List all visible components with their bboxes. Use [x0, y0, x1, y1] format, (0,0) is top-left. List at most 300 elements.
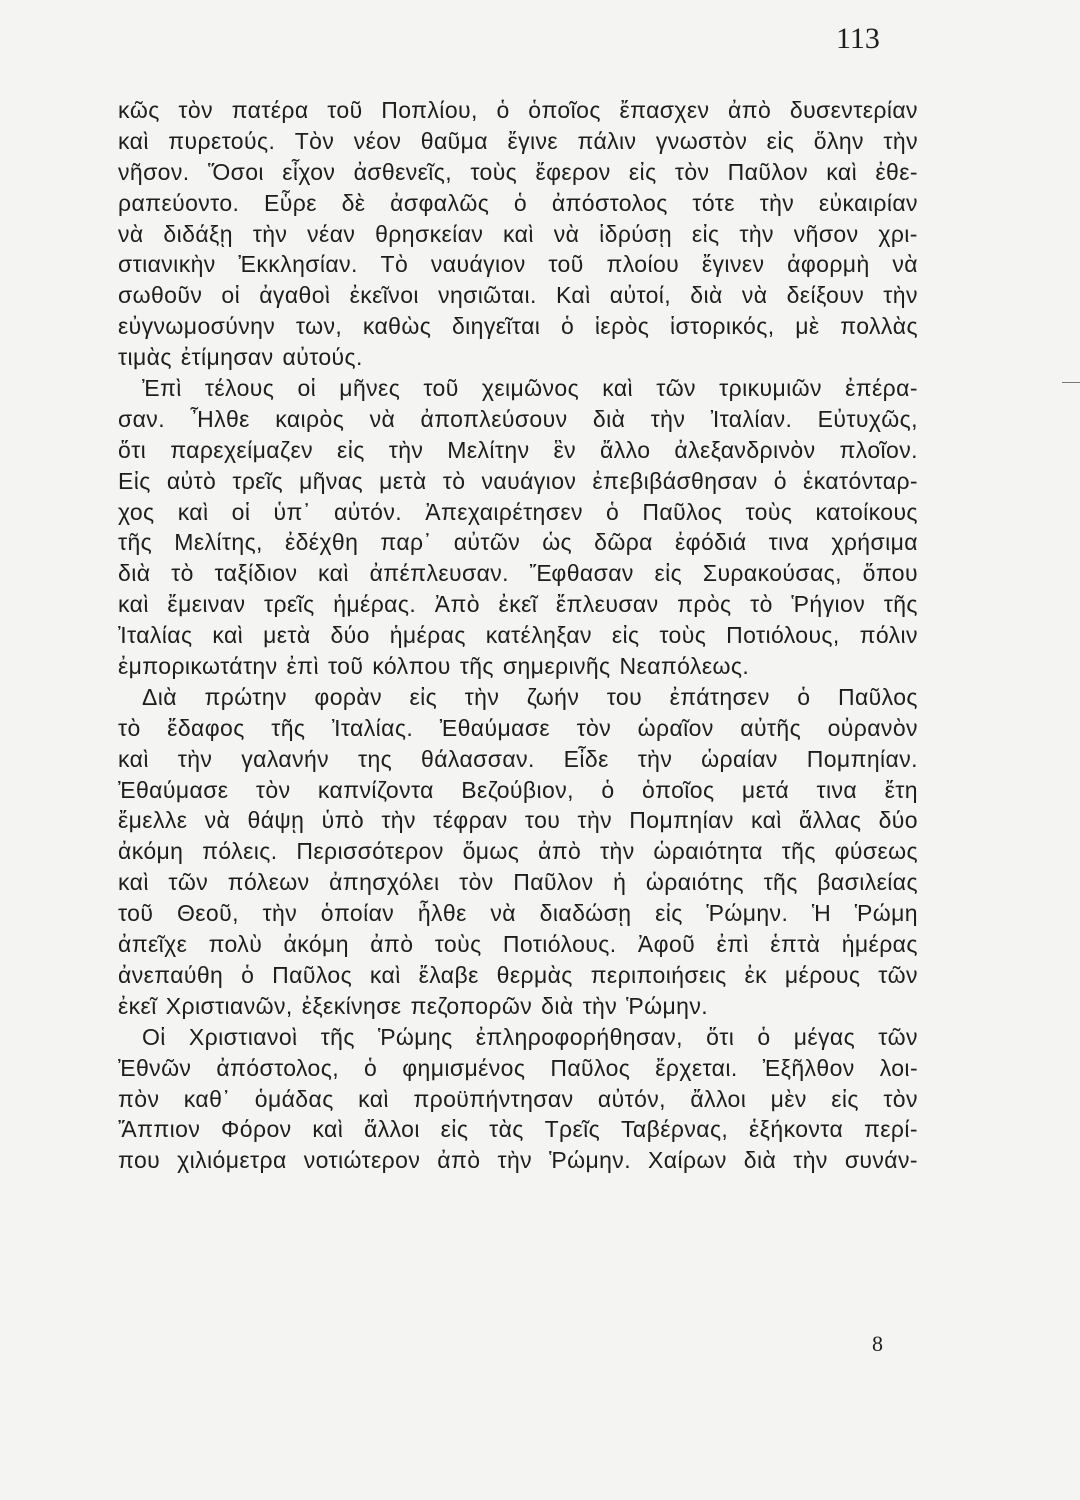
word: παρεχείμαζεν	[170, 436, 314, 463]
word: πεζοπορῶν	[410, 992, 533, 1019]
text-line	[118, 805, 918, 836]
word: Μελίτην	[447, 436, 530, 463]
text-line	[118, 497, 918, 528]
body-text	[118, 95, 918, 1176]
word: τινα	[768, 529, 810, 556]
text-line	[118, 867, 918, 898]
word: του	[524, 807, 561, 834]
word: πολλὰς	[840, 313, 918, 340]
text-line	[118, 373, 918, 404]
word: χρήσιμα	[831, 529, 918, 556]
word: ἐφόδιά	[674, 529, 747, 556]
text-line	[118, 836, 918, 867]
word: ἀπόστολος,	[216, 1054, 340, 1081]
word: Ὅσοι	[207, 158, 264, 185]
word: ἦλθε	[417, 900, 467, 927]
text-line	[118, 620, 918, 651]
word: Ἰταλίας	[118, 622, 193, 649]
word: ἄλλας	[799, 807, 862, 834]
text-line	[118, 682, 918, 713]
word: ἱστορικός,	[669, 313, 775, 340]
word: ἱερὸς	[594, 313, 650, 340]
word: αὐτῶν	[453, 529, 521, 556]
word: αὐτόν,	[597, 1085, 666, 1112]
text-line	[118, 311, 918, 342]
word: τὸν	[883, 1085, 918, 1112]
word: ἀκόμη	[283, 931, 349, 958]
word: των,	[295, 313, 343, 340]
text-line	[118, 249, 918, 280]
word: που	[118, 1147, 161, 1174]
word: ὁ	[561, 313, 575, 340]
word: αὐτούς.	[282, 344, 363, 371]
text-line	[118, 95, 918, 126]
text-line	[118, 651, 918, 682]
word: Τὸ	[380, 251, 409, 278]
text-line	[118, 435, 918, 466]
word: ἀσθενεῖς,	[353, 158, 453, 185]
word: οἱ	[231, 498, 251, 525]
word: καὶ	[358, 1085, 389, 1112]
word: νὰ	[204, 807, 231, 834]
word: εἰς	[766, 127, 795, 154]
word: σωθοῦν	[118, 282, 203, 309]
word: καὶ	[318, 560, 349, 587]
word: Συρακούσας,	[702, 560, 842, 587]
word: του	[606, 683, 643, 710]
word: εὐγνωμοσύνην	[118, 313, 276, 340]
word: εἶχον	[282, 158, 336, 185]
word: διδάξῃ	[163, 220, 233, 247]
word: ὁμάδας	[254, 1085, 334, 1112]
word: καὶ	[118, 869, 149, 896]
word: Παῦλον	[513, 869, 594, 896]
word: νὰ	[553, 220, 580, 247]
word: οὐρανὸν	[827, 714, 918, 741]
word: τὴν	[739, 220, 774, 247]
word: σημερινῆς	[502, 653, 611, 680]
word: χος	[118, 498, 155, 525]
word: Μελίτης,	[174, 529, 263, 556]
word: τὸν	[255, 776, 291, 803]
word: τρεῖς	[263, 591, 315, 618]
word: ἡμέρας	[389, 622, 466, 649]
word: Παῦλος	[837, 683, 918, 710]
word: Ῥώμην.	[706, 900, 789, 927]
text-line	[118, 404, 918, 435]
word: ὁ	[773, 467, 787, 494]
word: εἰς	[654, 560, 683, 587]
word: πρώτην	[204, 683, 287, 710]
word: Πομπηίαν.	[806, 745, 918, 772]
word: ὁποίαν	[320, 900, 395, 927]
word: ἑξήκοντα	[749, 1116, 844, 1143]
word: τέλους	[204, 375, 275, 402]
word: φορὰν	[314, 683, 382, 710]
word: τέφραν	[433, 807, 508, 834]
word: πατέρα	[231, 97, 309, 123]
word: τὴν	[883, 282, 918, 309]
word: ὑπ᾽	[273, 498, 311, 525]
text-line	[118, 527, 918, 558]
word: Παῦλον	[727, 158, 809, 185]
word: καὶ	[503, 220, 534, 247]
word: Ἔφθασαν	[529, 560, 634, 587]
word: ἔδαφος	[167, 714, 245, 741]
word: τῆς	[883, 591, 918, 618]
word: καιρὸς	[275, 405, 345, 432]
word: κῶς	[118, 97, 160, 123]
text-line	[118, 126, 918, 157]
word: Ἀφοῦ	[637, 931, 696, 958]
word: καὶ	[312, 1116, 344, 1143]
word: ὡραιότης	[645, 869, 744, 896]
word: Περισσότερον	[296, 838, 444, 865]
word: Ἐθνῶν	[118, 1054, 192, 1081]
word: ἔπασχεν	[619, 97, 710, 123]
word: εἰς	[440, 1116, 469, 1143]
word: Διὰ	[142, 683, 177, 710]
text-line	[118, 219, 918, 250]
text-line	[118, 713, 918, 744]
word: Τὸν	[294, 127, 335, 154]
word: τῶν	[878, 1023, 918, 1050]
word: τοῦ	[423, 375, 459, 402]
word: τῆς	[320, 1023, 355, 1050]
word: ἐπάτησεν	[669, 683, 770, 710]
word: τοῦ	[548, 251, 584, 278]
word: χιλιόμετρα	[177, 1147, 287, 1174]
word: δύο	[878, 807, 918, 834]
word: ἀπὸ	[728, 97, 772, 123]
word: καὶ	[177, 498, 209, 525]
word: καὶ	[369, 961, 401, 988]
word: καὶ	[826, 158, 858, 185]
word: ἀπὸ	[437, 1147, 481, 1174]
word: κατέληξαν	[485, 622, 592, 649]
word: Ἦλθε	[190, 405, 250, 432]
word: ὅμως	[462, 838, 520, 865]
word: τὴν	[883, 127, 918, 154]
word: τῆς	[781, 838, 816, 865]
word: μέρους	[784, 961, 861, 988]
word: τοῦ	[327, 97, 363, 123]
word: καὶ	[212, 622, 244, 649]
word: τὸ	[750, 591, 773, 618]
word: ἐκεῖ	[118, 992, 157, 1019]
word: ἐξεκίνησε	[301, 992, 402, 1019]
word: στιανικὴν	[118, 251, 216, 278]
word: ἡ	[613, 869, 627, 896]
word: τὴν	[381, 807, 416, 834]
word: εἰς	[691, 220, 720, 247]
word: τὴν	[497, 1147, 533, 1174]
word: κόλπου	[372, 653, 451, 680]
word: Ποτιόλους,	[726, 622, 840, 649]
word: ὡραιότητα	[653, 838, 763, 865]
word: ὅτι	[118, 436, 147, 463]
word: ἐδέχθη	[284, 529, 359, 556]
text-line	[118, 1145, 918, 1176]
word: ὅπου	[862, 560, 918, 587]
word: ἀκόμη	[118, 838, 184, 865]
word: ἀπὸ	[370, 931, 414, 958]
word: δὲ	[341, 189, 366, 216]
word: παρ᾽	[380, 529, 432, 556]
word: τῶν	[878, 961, 918, 988]
word: ἄλλοι	[690, 1085, 747, 1112]
word: ὁποῖος	[641, 776, 715, 803]
word: Ἐξῆλθον	[762, 1054, 855, 1081]
word: ἀγαθοὶ	[259, 282, 331, 309]
word: ἑπτὰ	[770, 931, 821, 958]
text-line	[118, 991, 918, 1022]
word: αὐτοί,	[609, 282, 672, 309]
word: τὴν	[650, 405, 686, 432]
text-line	[118, 157, 918, 188]
word: Εὐτυχῶς,	[817, 405, 918, 432]
word: Καὶ	[555, 282, 591, 309]
word: τὸν	[674, 158, 710, 185]
text-line	[118, 744, 918, 775]
word: Εὗρε	[264, 189, 317, 216]
word: μετὰ	[263, 622, 311, 649]
word: ὁ	[601, 776, 615, 803]
word: Ῥώμην.	[549, 1147, 631, 1174]
word: φημισμένος	[402, 1054, 526, 1081]
word: Ἀπεχαιρέτησεν	[425, 498, 583, 525]
word: ἄλλο	[600, 436, 651, 463]
word: εἰς	[655, 900, 683, 927]
word: Ἡ	[811, 900, 832, 927]
word: τοὺς	[470, 158, 518, 185]
word: Ῥώμην.	[626, 992, 709, 1019]
word: τότε	[692, 189, 735, 216]
word: διὰ	[743, 1147, 777, 1174]
word: ἄλλοι	[364, 1116, 420, 1143]
word: Οἱ	[142, 1023, 166, 1050]
word: τὴν	[388, 436, 424, 463]
word: τῆς	[459, 653, 494, 680]
word: πλοίου	[606, 251, 680, 278]
word: γαλανήν	[241, 745, 330, 772]
word: τῆς	[118, 529, 153, 556]
word: ἀπεῖχε	[118, 931, 188, 958]
word: τοὺς	[434, 931, 482, 958]
word: μετὰ	[379, 467, 427, 494]
word: τὸν	[576, 714, 612, 741]
signature-mark: 8	[872, 1331, 883, 1356]
word: της	[357, 745, 393, 772]
word: Ποτιόλους.	[502, 931, 617, 958]
word: ὁ	[513, 189, 528, 216]
word: ὁ	[757, 1023, 771, 1050]
word: ζωήν	[526, 683, 580, 710]
word: πολὺ	[208, 931, 263, 958]
word: ἀπὸ	[538, 838, 582, 865]
word: νῆσον.	[118, 158, 190, 185]
page-number: 113	[836, 22, 880, 55]
word: συνάν-	[844, 1147, 918, 1174]
word: τὸ	[171, 560, 194, 587]
text-line	[118, 466, 918, 497]
word: νὰ	[490, 900, 517, 927]
word: γνωστὸν	[655, 127, 748, 154]
text-line	[118, 558, 918, 589]
word: θαῦμα	[420, 127, 488, 154]
word: ἐκεῖ	[498, 591, 538, 618]
word: μὲ	[795, 313, 820, 340]
word: δυσεντερίαν	[789, 97, 918, 123]
word: πλοῖον.	[839, 436, 918, 463]
word: Παῦλος	[272, 961, 353, 988]
word: τὴν	[759, 189, 795, 216]
word: τὸν	[178, 97, 213, 123]
word: μῆνας	[299, 467, 363, 494]
word: εἰς	[831, 1085, 859, 1112]
margin-tick	[1062, 382, 1080, 383]
text-line	[118, 589, 918, 620]
word: Εἶδε	[563, 745, 609, 772]
word: διὰ	[541, 992, 574, 1019]
word: ἀπέπλευσαν.	[369, 560, 509, 587]
word: Ἄππιον	[118, 1116, 201, 1143]
word: Ῥώμη	[854, 900, 918, 927]
text-line	[118, 960, 918, 991]
word: τιμὰς	[118, 344, 172, 371]
word: νέαν	[307, 220, 356, 247]
text-line	[118, 1053, 918, 1084]
word: νέον	[353, 127, 402, 154]
word: Θεοῦ,	[176, 900, 239, 927]
word: οἱ	[297, 375, 317, 402]
word: Φόρον	[221, 1116, 292, 1143]
text-line	[118, 1114, 918, 1145]
word: νὰ	[118, 220, 144, 247]
word: τὰς	[489, 1116, 524, 1143]
word: καπνίζοντα	[317, 776, 434, 803]
word: τῆς	[763, 869, 798, 896]
word: εἰς	[628, 158, 657, 185]
word: χρι-	[878, 220, 918, 247]
word: Παῦλος	[550, 1054, 631, 1081]
word: αὐτῆς	[740, 714, 802, 741]
word: ἀποπλεύσουν	[420, 405, 568, 432]
word: καθὼς	[362, 313, 432, 340]
word: ναυάγιον	[481, 467, 577, 494]
word: ἑκατόνταρ-	[803, 467, 918, 494]
word: τὴν	[577, 807, 613, 834]
word: οἱ	[221, 282, 241, 309]
word: Εἰς	[118, 467, 151, 494]
word: τοῦ	[327, 653, 364, 680]
word: νῆσον	[793, 220, 859, 247]
word: δείξουν	[786, 282, 865, 309]
word: εἰς	[611, 622, 640, 649]
word: ὡραίαν	[701, 745, 778, 772]
text-line	[118, 188, 918, 219]
word: Ἐκκλησίαν.	[238, 251, 358, 278]
word: ἡμέρας	[841, 931, 918, 958]
word: τὴν	[464, 683, 500, 710]
word: πυρετούς.	[168, 127, 276, 154]
word: θερμὰς	[496, 961, 573, 988]
word: ἔφερον	[535, 158, 611, 185]
word: μέγας	[793, 1023, 856, 1050]
word: ἐπὶ	[716, 931, 749, 958]
word: τῶν	[168, 869, 209, 896]
word: τὴν	[582, 992, 618, 1019]
word: τοῦ	[118, 900, 154, 927]
word: νὰ	[369, 405, 396, 432]
word: πάλιν	[577, 127, 637, 154]
word: τοὺς	[745, 498, 793, 525]
word: τὴν	[262, 900, 298, 927]
word: διαδώσῃ	[539, 900, 632, 927]
word: τινα	[816, 776, 858, 803]
word: θάλασσαν.	[421, 745, 535, 772]
word: Ἰταλίαν.	[710, 405, 793, 432]
word: δῶρα	[594, 529, 653, 556]
word: ἔτη	[884, 776, 918, 803]
word: ἓν	[553, 436, 577, 463]
word: διὰ	[592, 405, 626, 432]
word: τὴν	[252, 220, 288, 247]
word: θρησκείαν	[375, 220, 484, 247]
word: τῆς	[271, 714, 306, 741]
word: Πομπηίαν	[629, 807, 734, 834]
word: ἀνεπαύθη	[118, 961, 224, 988]
word: πόλεων	[227, 869, 310, 896]
word: διὰ	[690, 282, 723, 309]
word: μετά	[741, 776, 790, 803]
word: νησιῶται.	[438, 282, 537, 309]
word: τρικυμιῶν	[719, 375, 822, 402]
word: αὐτόν.	[334, 498, 403, 525]
word: Ῥώμης	[377, 1023, 453, 1050]
word: Νεαπόλεως.	[619, 653, 750, 680]
word: ἀσφαλῶς	[390, 189, 490, 216]
word: τὸ	[442, 467, 466, 494]
word: χειμῶνος	[481, 375, 580, 402]
word: τοὺς	[659, 622, 707, 649]
word: ἔγινε	[507, 127, 559, 154]
text-line	[118, 280, 918, 311]
word: προϋπήντησαν	[413, 1085, 574, 1112]
word: καὶ	[750, 807, 782, 834]
word: Ἐπὶ	[142, 375, 182, 402]
word: ὁ	[364, 1054, 378, 1081]
word: ἐμπορικωτάτην	[118, 653, 278, 680]
word: ναυάγιον	[430, 251, 526, 278]
word: ἐπέρα-	[845, 375, 918, 402]
word: Ἐθαύμασε	[118, 776, 229, 803]
word: ἱδρύσῃ	[599, 220, 673, 247]
word: αὐτὸ	[166, 467, 217, 494]
word: Τρεῖς	[544, 1116, 601, 1143]
word: Ῥήγιον	[791, 591, 866, 618]
word: νὰ	[741, 282, 768, 309]
word: ὁ	[797, 683, 811, 710]
word: πόλιν	[859, 622, 918, 649]
word: εἰς	[409, 683, 438, 710]
word: καὶ	[118, 127, 149, 154]
word: βασιλείας	[817, 869, 918, 896]
word: πόλεις.	[202, 838, 278, 865]
word: ὅτι	[706, 1023, 735, 1050]
word: πρὸς	[677, 591, 732, 618]
word: ἔμελλε	[118, 807, 188, 834]
